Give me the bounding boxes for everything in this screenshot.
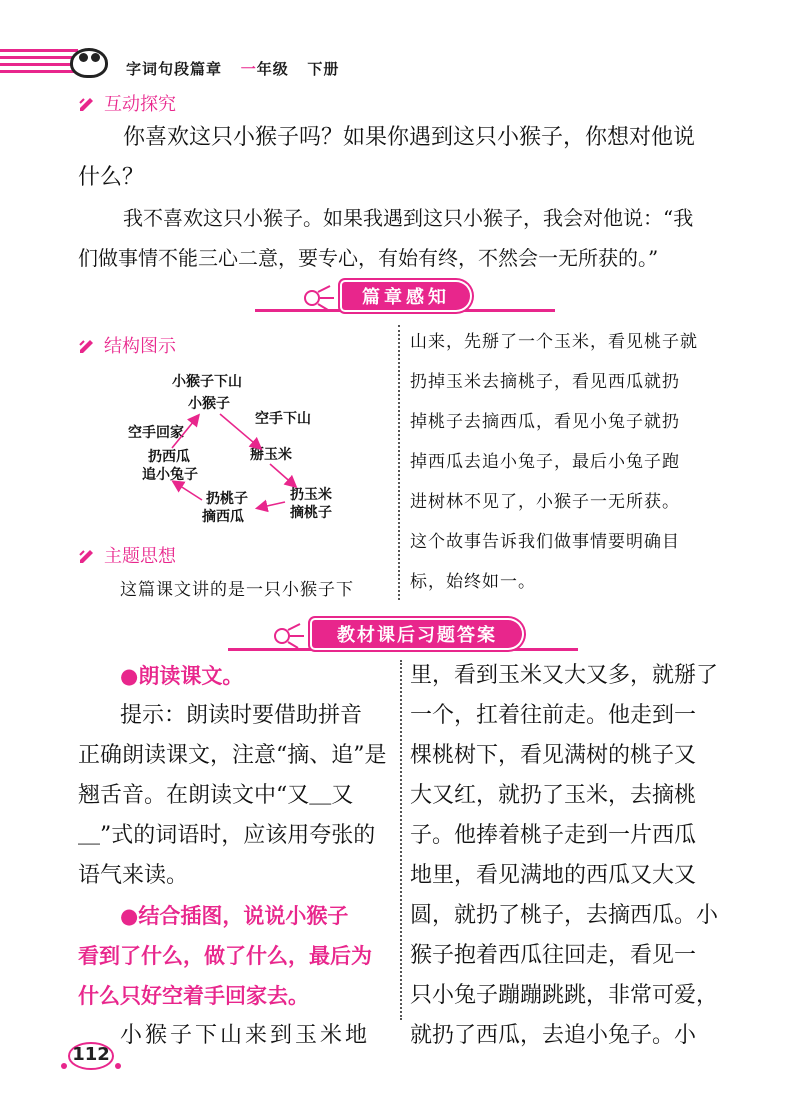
pencil-icon bbox=[78, 336, 96, 354]
diagram-node-right-top: 空手下山 bbox=[255, 411, 311, 427]
header-stripes bbox=[0, 45, 78, 79]
q1-hint-line-4: ＿”式的词语时，应该用夸张的 bbox=[78, 823, 376, 848]
pencil-icon bbox=[78, 94, 96, 112]
diagram-title: 小猴子下山 bbox=[172, 374, 242, 390]
diagram-node-right-mid: 掰玉米 bbox=[250, 447, 292, 463]
header-grade-accent: 一 bbox=[240, 60, 257, 78]
running-header bbox=[126, 58, 339, 79]
q2-line-2: 看到了什么，做了什么，最后为 bbox=[78, 944, 372, 968]
q1-hint-line-3: 翘舌音。在朗读文中“又＿又 bbox=[78, 783, 354, 808]
pencil-icon bbox=[78, 546, 96, 564]
answer-right-line-7: 圆，就扔了桃子，去摘西瓜。小 bbox=[410, 903, 719, 928]
header-grade: 年级 bbox=[256, 60, 289, 78]
banner-deco-icon bbox=[300, 282, 338, 312]
header-title: 字词句段篇章 bbox=[126, 60, 223, 78]
q1-hint-line-5: 语气来读。 bbox=[78, 863, 189, 888]
column-divider bbox=[398, 325, 400, 600]
theme-right-line-7: 标，始终如一。 bbox=[410, 572, 536, 592]
q1-hint-line-2: 正确朗读课文，注意“摘、追”是 bbox=[78, 743, 387, 768]
q2-answer-left: 小猴子下山来到玉米地 bbox=[120, 1023, 371, 1048]
structure-heading bbox=[78, 332, 176, 358]
answer-right-line-2: 一个，扛着往前走。他走到一 bbox=[410, 703, 697, 728]
answer-right-line-6: 地里，看见满地的西瓜又大又 bbox=[410, 863, 697, 888]
q2-line-3: 什么只好空着手回家去。 bbox=[78, 984, 309, 1008]
answer-right-line-5: 子。他捧着桃子走到一片西瓜 bbox=[410, 823, 697, 848]
explore-answer-line-1: 我不喜欢这只小猴子。如果我遇到这只小猴子，我会对他说：“我 bbox=[123, 206, 694, 230]
column-divider bbox=[400, 660, 402, 1020]
diagram-node-bot-2: 摘西瓜 bbox=[202, 509, 244, 525]
answer-right-line-8: 猴子抱着西瓜往回走，看见一 bbox=[410, 943, 697, 968]
theme-heading-label: 主题思想 bbox=[104, 546, 176, 567]
banner-title: 篇章感知 bbox=[342, 282, 470, 310]
explore-heading-label: 互动探究 bbox=[104, 94, 176, 115]
explore-question-line-1: 你喜欢这只小猴子吗？如果你遇到这只小猴子，你想对他说 bbox=[123, 125, 696, 150]
page-number-badge bbox=[60, 1040, 122, 1072]
banner-deco-icon bbox=[270, 620, 308, 650]
answer-right-line-4: 大又红，就扔了玉米，去摘桃 bbox=[410, 783, 697, 808]
explore-question-line-2: 什么？ bbox=[78, 165, 145, 190]
diagram-node-left-mid-1: 扔西瓜 bbox=[148, 449, 190, 465]
structure-heading-label: 结构图示 bbox=[104, 336, 176, 357]
explore-answer-line-2: 们做事情不能三心二意，要专心，有始有终，不然会一无所获的。” bbox=[78, 246, 659, 270]
explore-heading bbox=[78, 90, 176, 116]
theme-line-left: 这篇课文讲的是一只小猴子下 bbox=[120, 580, 354, 600]
answer-right-line-9: 只小兔子蹦蹦跳跳，非常可爱， bbox=[410, 983, 719, 1008]
diagram-node-left-top: 空手回家 bbox=[128, 425, 184, 441]
q1-hint-line-1: 提示：朗读时要借助拼音 bbox=[120, 703, 363, 728]
diagram-node-top: 小猴子 bbox=[188, 396, 230, 412]
answer-right-line-10: 就扔了西瓜，去追小兔子。小 bbox=[410, 1023, 697, 1048]
header-volume: 下册 bbox=[307, 60, 340, 78]
theme-heading bbox=[78, 542, 176, 568]
diagram-arrows bbox=[120, 390, 380, 530]
mascot-logo-icon bbox=[70, 48, 108, 78]
answer-right-line-3: 棵桃树下，看见满树的桃子又 bbox=[410, 743, 697, 768]
q1-title: ●朗读课文。 bbox=[120, 664, 244, 688]
q2-line-1: ●结合插图，说说小猴子 bbox=[120, 904, 349, 928]
diagram-node-left-mid-2: 追小兔子 bbox=[142, 467, 198, 483]
page-number: 112 bbox=[72, 1044, 110, 1065]
theme-right-line-5: 进树林不见了，小猴子一无所获。 bbox=[410, 492, 680, 512]
diagram-node-right-bot-2: 摘桃子 bbox=[290, 505, 332, 521]
theme-right-line-1: 山来，先掰了一个玉米，看见桃子就 bbox=[410, 332, 698, 352]
diagram-node-bot-1: 扔桃子 bbox=[206, 491, 248, 507]
answer-right-line-1: 里，看到玉米又大又多，就掰了 bbox=[410, 663, 719, 688]
theme-right-line-3: 掉桃子去摘西瓜，看见小兔子就扔 bbox=[410, 412, 680, 432]
banner-title: 教材课后习题答案 bbox=[312, 620, 522, 648]
diagram-node-right-bot-1: 扔玉米 bbox=[290, 487, 332, 503]
theme-right-line-4: 掉西瓜去追小兔子，最后小兔子跑 bbox=[410, 452, 680, 472]
theme-right-line-6: 这个故事告诉我们做事情要明确目 bbox=[410, 532, 680, 552]
theme-right-line-2: 扔掉玉米去摘桃子，看见西瓜就扔 bbox=[410, 372, 680, 392]
